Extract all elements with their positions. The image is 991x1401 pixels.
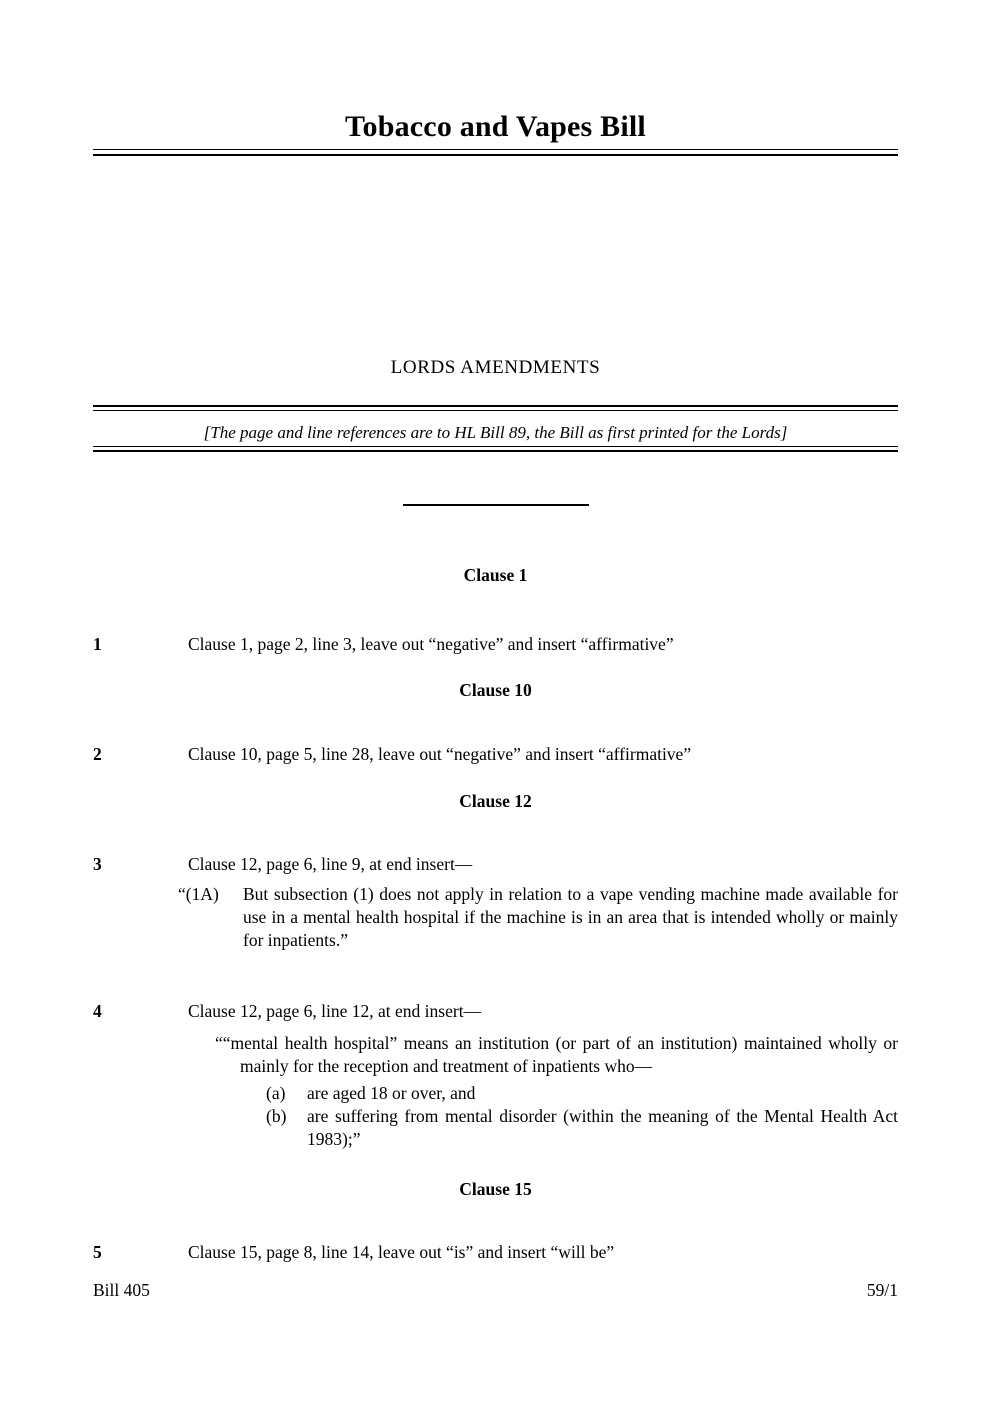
definition-item-label: (b) bbox=[266, 1106, 287, 1126]
definition-item-label: (a) bbox=[266, 1083, 286, 1103]
bill-title: Tobacco and Vapes Bill bbox=[345, 110, 646, 143]
reference-note: [The page and line references are to HL Bill 89, the Bill as first printed for the Lords] bbox=[203, 423, 788, 442]
clause-heading-12: Clause 12 bbox=[459, 791, 532, 811]
amendment-number: 2 bbox=[93, 744, 102, 764]
amendment-text: Clause 15, page 8, line 14, leave out “is” and insert “will be” bbox=[188, 1242, 615, 1262]
reference-note-bottom-rule bbox=[93, 446, 898, 452]
amendment-number: 1 bbox=[93, 634, 102, 654]
amendment-text: Clause 1, page 2, line 3, leave out “negative” and insert “affirmative” bbox=[188, 634, 674, 654]
amendment-text: Clause 12, page 6, line 9, at end insert— bbox=[188, 854, 473, 874]
definition-item-list bbox=[188, 1082, 898, 1151]
page-footer bbox=[93, 1279, 898, 1302]
definition-item-b bbox=[266, 1105, 898, 1151]
amendment-number: 5 bbox=[93, 1242, 102, 1262]
subsection-label: “(1A) bbox=[178, 884, 219, 904]
bill-number: Bill 405 bbox=[93, 1280, 150, 1300]
definition-item-text: are suffering from mental disorder (within the meaning of the Mental Health Act 1983);” bbox=[307, 1106, 898, 1149]
amendment-row-1 bbox=[93, 633, 898, 656]
amendment-body bbox=[178, 853, 898, 952]
amendment-text: Clause 12, page 6, line 12, at end insert— bbox=[188, 1001, 482, 1021]
section-divider bbox=[403, 504, 589, 506]
subsection-text: But subsection (1) does not apply in relation to a vape vending machine made available for use in a mental health hospital if the machine is in an area that is intended wholly or mainly for inpatients.” bbox=[243, 884, 898, 950]
definition-item-text: are aged 18 or over, and bbox=[307, 1083, 476, 1103]
amendment-row-4 bbox=[93, 1000, 898, 1151]
lords-amendments-heading: LORDS AMENDMENTS bbox=[390, 357, 601, 378]
title-double-rule bbox=[93, 149, 898, 156]
amendment-text: Clause 10, page 5, line 28, leave out “negative” and insert “affirmative” bbox=[188, 744, 692, 764]
amendment-subsection bbox=[178, 883, 898, 952]
amendment-row-5 bbox=[93, 1241, 898, 1264]
reference-note-box bbox=[93, 405, 898, 452]
definition-paragraph: ““mental health hospital” means an institution (or part of an institution) maintained wholly or mainly for the reception and treatment of inpatients who— bbox=[215, 1033, 898, 1076]
amendment-row-2 bbox=[93, 743, 898, 766]
page-reference: 59/1 bbox=[866, 1280, 898, 1300]
reference-note-top-rule bbox=[93, 405, 898, 411]
amendment-number: 3 bbox=[93, 854, 102, 874]
amendment-number: 4 bbox=[93, 1001, 102, 1021]
amendment-row-3 bbox=[93, 853, 898, 952]
clause-heading-10: Clause 10 bbox=[459, 680, 532, 700]
clause-heading-15: Clause 15 bbox=[459, 1179, 532, 1199]
definition-item-a bbox=[266, 1082, 898, 1105]
amendment-body bbox=[188, 1000, 898, 1151]
clause-heading-1: Clause 1 bbox=[463, 565, 528, 585]
